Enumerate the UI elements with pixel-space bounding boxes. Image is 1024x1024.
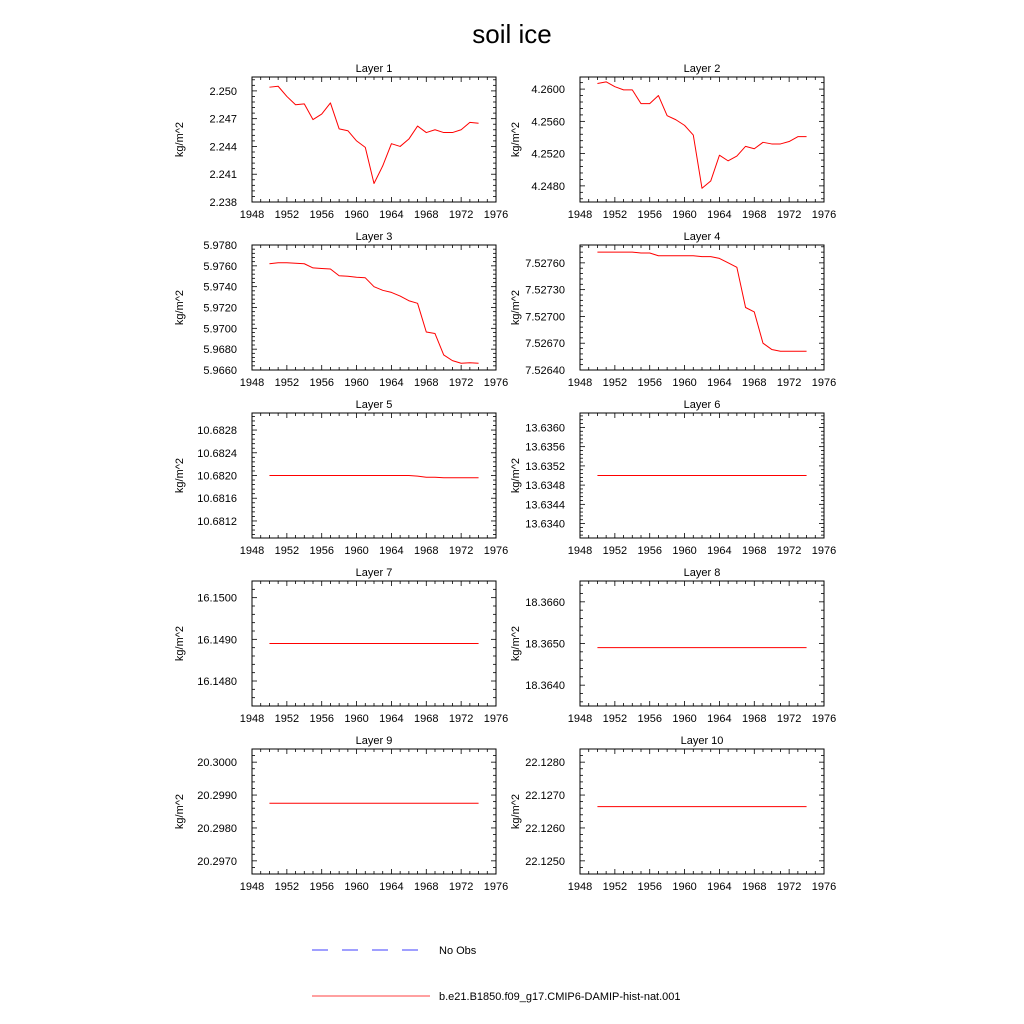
x-tick-label: 1976 xyxy=(811,713,837,725)
panel-title-layer-9: Layer 9 xyxy=(355,735,393,747)
y-tick-label: 20.2980 xyxy=(197,822,237,835)
x-tick-label: 1976 xyxy=(811,545,837,557)
y-tick-label: 2.241 xyxy=(209,169,237,182)
x-tick-label: 1956 xyxy=(309,881,334,893)
y-tick-label: 10.6828 xyxy=(197,425,237,438)
x-tick-label: 1976 xyxy=(483,713,509,725)
x-tick-label: 1960 xyxy=(344,713,369,725)
x-tick-label: 1948 xyxy=(567,545,593,557)
y-tick-label: 20.3000 xyxy=(197,757,237,770)
y-tick-label: 2.244 xyxy=(209,141,237,154)
y-tick-label: 20.2970 xyxy=(197,855,237,868)
x-tick-label: 1952 xyxy=(602,713,628,725)
y-axis-label-layer-6: kg/m^2 xyxy=(510,457,522,494)
y-tick-label: 5.9700 xyxy=(203,323,237,336)
legend-label-model: b.e21.B1850.f09_g17.CMIP6-DAMIP-hist-nat.001 xyxy=(439,991,681,1003)
x-tick-label: 1968 xyxy=(742,881,767,893)
y-axis-label-layer-1: kg/m^2 xyxy=(174,121,186,158)
x-tick-label: 1956 xyxy=(637,881,662,893)
x-tick-label: 1964 xyxy=(379,713,404,725)
x-tick-label: 1964 xyxy=(707,377,732,389)
x-tick-label: 1976 xyxy=(811,377,837,389)
y-tick-label: 10.6824 xyxy=(197,447,237,460)
x-tick-label: 1956 xyxy=(309,545,334,557)
x-tick-label: 1956 xyxy=(637,377,662,389)
y-tick-label: 13.6344 xyxy=(525,499,565,512)
x-tick-label: 1952 xyxy=(602,209,628,221)
y-tick-label: 16.1500 xyxy=(197,592,237,605)
x-tick-label: 1972 xyxy=(776,713,802,725)
x-tick-label: 1964 xyxy=(379,545,404,557)
y-tick-label: 5.9720 xyxy=(203,302,237,315)
x-tick-label: 1960 xyxy=(672,545,697,557)
x-tick-label: 1960 xyxy=(672,209,697,221)
y-tick-label: 2.250 xyxy=(209,85,237,98)
y-tick-label: 18.3650 xyxy=(525,638,565,651)
y-axis-label-layer-7: kg/m^2 xyxy=(174,625,186,662)
y-tick-label: 7.52760 xyxy=(525,257,565,270)
x-tick-label: 1964 xyxy=(707,209,732,221)
x-tick-label: 1960 xyxy=(672,377,697,389)
y-tick-label: 7.52730 xyxy=(525,284,565,297)
y-tick-label: 10.6812 xyxy=(197,515,237,528)
x-tick-label: 1952 xyxy=(274,881,300,893)
x-tick-label: 1948 xyxy=(239,713,265,725)
y-tick-label: 18.3640 xyxy=(525,680,565,693)
y-tick-label: 2.247 xyxy=(209,113,237,126)
x-tick-label: 1972 xyxy=(448,545,474,557)
y-axis-label-layer-5: kg/m^2 xyxy=(174,457,186,494)
y-tick-label: 22.1260 xyxy=(525,822,565,835)
y-tick-label: 5.9740 xyxy=(203,281,237,294)
y-tick-label: 13.6360 xyxy=(525,422,565,435)
x-tick-label: 1976 xyxy=(483,545,509,557)
x-tick-label: 1972 xyxy=(448,377,474,389)
x-tick-label: 1968 xyxy=(414,881,439,893)
y-tick-label: 7.52640 xyxy=(525,365,565,377)
x-tick-label: 1960 xyxy=(344,377,369,389)
x-tick-label: 1964 xyxy=(379,881,404,893)
panel-title-layer-7: Layer 7 xyxy=(355,567,393,579)
figure-title: soil ice xyxy=(472,19,552,49)
x-tick-label: 1948 xyxy=(567,209,593,221)
panel-title-layer-10: Layer 10 xyxy=(680,735,724,747)
x-tick-label: 1956 xyxy=(309,377,334,389)
x-tick-label: 1952 xyxy=(274,377,300,389)
y-tick-label: 4.2560 xyxy=(531,116,565,129)
x-tick-label: 1968 xyxy=(414,377,439,389)
x-tick-label: 1972 xyxy=(448,713,474,725)
x-tick-label: 1968 xyxy=(742,209,767,221)
panel-title-layer-2: Layer 2 xyxy=(683,63,721,75)
y-tick-label: 4.2520 xyxy=(531,148,565,161)
x-tick-label: 1948 xyxy=(567,881,593,893)
x-tick-label: 1952 xyxy=(602,881,628,893)
x-tick-label: 1960 xyxy=(672,713,697,725)
x-tick-label: 1968 xyxy=(742,545,767,557)
y-tick-label: 16.1490 xyxy=(197,634,237,647)
y-tick-label: 4.2480 xyxy=(531,180,565,193)
y-tick-label: 5.9660 xyxy=(203,365,237,377)
y-axis-label-layer-2: kg/m^2 xyxy=(510,121,522,158)
x-tick-label: 1968 xyxy=(742,713,767,725)
x-tick-label: 1952 xyxy=(602,377,628,389)
x-tick-label: 1964 xyxy=(707,713,732,725)
y-tick-label: 18.3660 xyxy=(525,596,565,609)
y-axis-label-layer-3: kg/m^2 xyxy=(174,289,186,326)
x-tick-label: 1956 xyxy=(637,545,662,557)
y-tick-label: 13.6352 xyxy=(525,460,565,473)
x-tick-label: 1948 xyxy=(567,377,593,389)
x-tick-label: 1964 xyxy=(707,881,732,893)
y-tick-label: 7.52670 xyxy=(525,338,565,351)
y-tick-label: 20.2990 xyxy=(197,790,237,803)
x-tick-label: 1972 xyxy=(776,881,802,893)
x-tick-label: 1968 xyxy=(742,377,767,389)
panel-title-layer-6: Layer 6 xyxy=(683,399,721,411)
x-tick-label: 1964 xyxy=(707,545,732,557)
x-tick-label: 1960 xyxy=(672,881,697,893)
y-tick-label: 4.2600 xyxy=(531,84,565,97)
x-tick-label: 1976 xyxy=(483,881,509,893)
y-axis-label-layer-8: kg/m^2 xyxy=(510,625,522,662)
x-tick-label: 1976 xyxy=(811,881,837,893)
y-tick-label: 22.1280 xyxy=(525,757,565,770)
y-tick-label: 13.6356 xyxy=(525,441,565,454)
y-axis-label-layer-4: kg/m^2 xyxy=(510,289,522,326)
y-tick-label: 7.52700 xyxy=(525,311,565,324)
x-tick-label: 1956 xyxy=(309,713,334,725)
x-tick-label: 1976 xyxy=(483,377,509,389)
panel-title-layer-3: Layer 3 xyxy=(355,231,393,243)
x-tick-label: 1952 xyxy=(274,713,300,725)
y-tick-label: 10.6820 xyxy=(197,470,237,483)
x-tick-label: 1956 xyxy=(637,209,662,221)
y-tick-label: 2.238 xyxy=(209,197,237,209)
x-tick-label: 1960 xyxy=(344,881,369,893)
y-axis-label-layer-10: kg/m^2 xyxy=(510,793,522,830)
panel-title-layer-4: Layer 4 xyxy=(683,231,721,243)
y-tick-label: 16.1480 xyxy=(197,676,237,688)
panel-title-layer-8: Layer 8 xyxy=(683,567,721,579)
x-tick-label: 1948 xyxy=(239,377,265,389)
x-tick-label: 1968 xyxy=(414,209,439,221)
x-tick-label: 1972 xyxy=(448,881,474,893)
x-tick-label: 1968 xyxy=(414,545,439,557)
x-tick-label: 1952 xyxy=(602,545,628,557)
x-tick-label: 1972 xyxy=(776,377,802,389)
y-tick-label: 5.9680 xyxy=(203,344,237,357)
y-tick-label: 13.6348 xyxy=(525,480,565,493)
x-tick-label: 1952 xyxy=(274,545,300,557)
x-tick-label: 1960 xyxy=(344,209,369,221)
x-tick-label: 1964 xyxy=(379,377,404,389)
y-tick-label: 22.1250 xyxy=(525,855,565,868)
x-tick-label: 1960 xyxy=(344,545,369,557)
x-tick-label: 1972 xyxy=(448,209,474,221)
y-tick-label: 5.9760 xyxy=(203,260,237,273)
x-tick-label: 1964 xyxy=(379,209,404,221)
panel-title-layer-1: Layer 1 xyxy=(355,63,393,75)
y-tick-label: 22.1270 xyxy=(525,790,565,803)
x-tick-label: 1948 xyxy=(567,713,593,725)
x-tick-label: 1972 xyxy=(776,209,802,221)
legend-label-no-obs: No Obs xyxy=(439,945,477,957)
x-tick-label: 1948 xyxy=(239,881,265,893)
y-tick-label: 10.6816 xyxy=(197,493,237,506)
x-tick-label: 1972 xyxy=(776,545,802,557)
x-tick-label: 1952 xyxy=(274,209,300,221)
x-tick-label: 1976 xyxy=(811,209,837,221)
panel-title-layer-5: Layer 5 xyxy=(355,399,393,411)
x-tick-label: 1956 xyxy=(309,209,334,221)
x-tick-label: 1948 xyxy=(239,209,265,221)
x-tick-label: 1956 xyxy=(637,713,662,725)
x-tick-label: 1968 xyxy=(414,713,439,725)
y-tick-label: 13.6340 xyxy=(525,518,565,531)
x-tick-label: 1948 xyxy=(239,545,265,557)
x-tick-label: 1976 xyxy=(483,209,509,221)
y-tick-label: 5.9780 xyxy=(203,240,237,252)
y-axis-label-layer-9: kg/m^2 xyxy=(174,793,186,830)
